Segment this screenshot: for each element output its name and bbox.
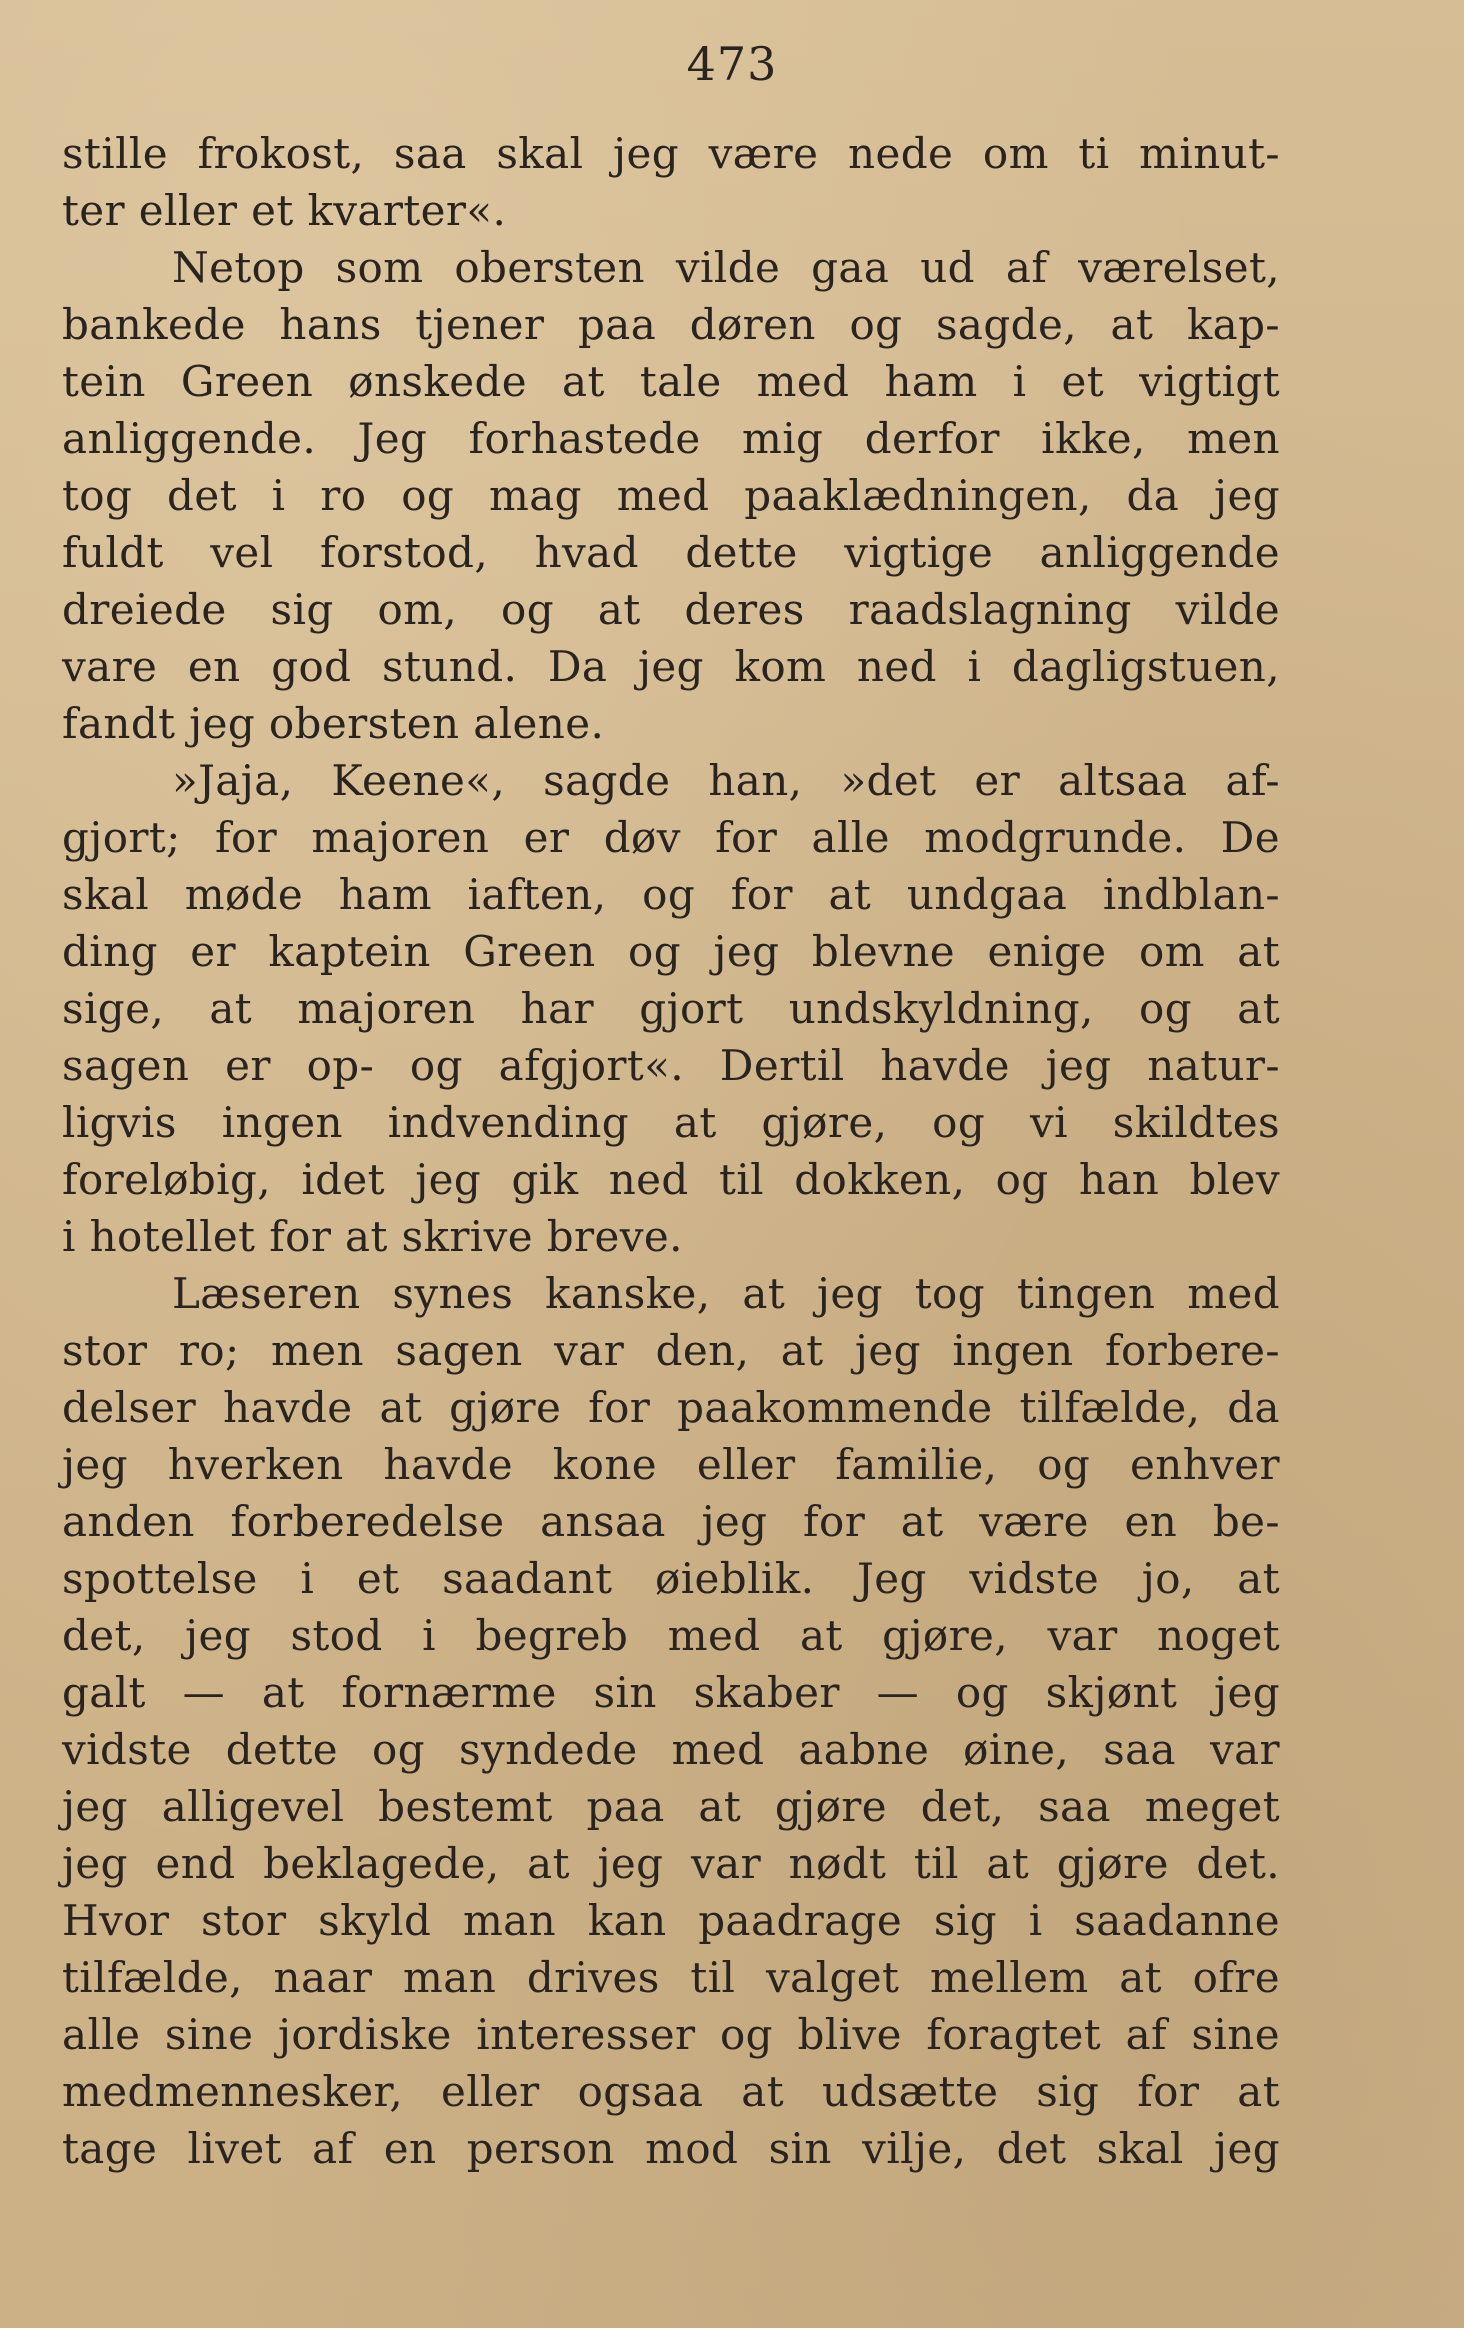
text-line: jeg alligevel bestemt paa at gjøre det, saa meget (62, 1782, 1280, 1831)
text-line: sige, at majoren har gjort undskyldning, og at (62, 984, 1280, 1033)
text-line: gjort; for majoren er døv for alle modgrunde. De (62, 813, 1280, 862)
text-line: Læseren synes kanske, at jeg tog tingen med (172, 1269, 1280, 1318)
text-line: tage livet af en person mod sin vilje, det skal jeg (62, 2124, 1280, 2173)
text-line: jeg end beklagede, at jeg var nødt til at gjøre det. (62, 1839, 1280, 1888)
text-line: det, jeg stod i begreb med at gjøre, var noget (62, 1611, 1280, 1660)
page-number: 473 (686, 37, 778, 91)
text-line: i hotellet for at skrive breve. (62, 1212, 683, 1261)
text-line: ding er kaptein Green og jeg blevne enige om at (62, 927, 1280, 976)
text-line: dreiede sig om, og at deres raadslagning vilde (62, 585, 1280, 634)
text-line: skal møde ham iaften, og for at undgaa indblan- (62, 870, 1280, 919)
text-line: vare en god stund. Da jeg kom ned i dagligstuen, (62, 642, 1280, 691)
text-line: fandt jeg obersten alene. (62, 699, 605, 748)
text-line: anden forberedelse ansaa jeg for at være en be- (62, 1497, 1280, 1546)
text-line: medmennesker, eller ogsaa at udsætte sig for at (62, 2067, 1280, 2116)
text-line: Netop som obersten vilde gaa ud af værelset, (172, 243, 1280, 292)
body-text (62, 125, 1280, 2177)
text-line: delser havde at gjøre for paakommende tilfælde, da (62, 1383, 1280, 1432)
text-line: vidste dette og syndede med aabne øine, saa var (62, 1725, 1280, 1774)
text-line: stor ro; men sagen var den, at jeg ingen forbere- (62, 1326, 1280, 1375)
text-line: stille frokost, saa skal jeg være nede om ti minut- (62, 129, 1280, 178)
text-line: jeg hverken havde kone eller familie, og enhver (62, 1440, 1280, 1489)
text-line: Hvor stor skyld man kan paadrage sig i saadanne (62, 1896, 1280, 1945)
text-line: sagen er op- og afgjort«. Dertil havde jeg natur- (62, 1041, 1280, 1090)
text-line: anliggende. Jeg forhastede mig derfor ikke, men (62, 414, 1280, 463)
text-line: spottelse i et saadant øieblik. Jeg vidste jo, at (62, 1554, 1280, 1603)
text-line: ter eller et kvarter«. (62, 186, 507, 235)
text-line: fuldt vel forstod, hvad dette vigtige anliggende (62, 528, 1280, 577)
text-line: galt — at fornærme sin skaber — og skjønt jeg (62, 1668, 1280, 1717)
text-line: tein Green ønskede at tale med ham i et vigtigt (62, 357, 1280, 406)
text-line: alle sine jordiske interesser og blive foragtet af sine (62, 2010, 1280, 2059)
text-line: tilfælde, naar man drives til valget mellem at ofre (62, 1953, 1280, 2002)
text-line: »Jaja, Keene«, sagde han, »det er altsaa af- (172, 756, 1280, 805)
text-line: foreløbig, idet jeg gik ned til dokken, og han blev (62, 1155, 1280, 1204)
text-line: ligvis ingen indvending at gjøre, og vi skildtes (62, 1098, 1280, 1147)
text-line: bankede hans tjener paa døren og sagde, at kap- (62, 300, 1280, 349)
text-line: tog det i ro og mag med paaklædningen, da jeg (62, 471, 1280, 520)
